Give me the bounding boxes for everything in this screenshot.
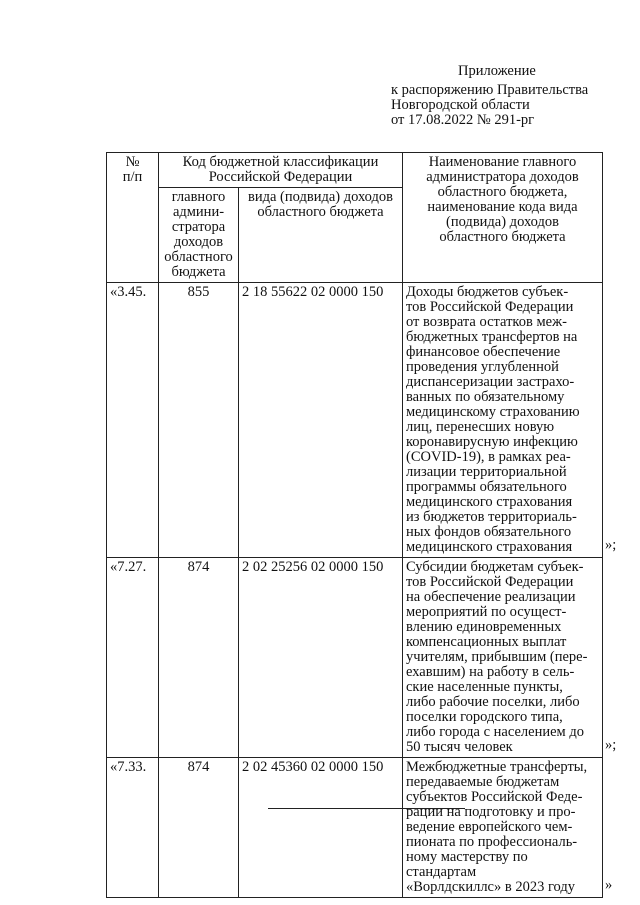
income-name-line: либо рабочие поселки, либо: [406, 694, 580, 710]
income-name-line: лизации территориальной: [406, 464, 567, 480]
row-number: «7.27.: [107, 558, 159, 758]
income-name-line: программы обязательного: [406, 479, 567, 495]
income-name-line: ские населенные пункты,: [406, 679, 563, 695]
income-name-line: тов Российской Федерации: [406, 574, 574, 590]
administrator-code: 874: [159, 758, 239, 898]
income-name-line: медицинского страхования: [406, 539, 573, 555]
income-name-line: субъектов Российской Феде-: [406, 789, 583, 805]
appendix-order-line: к распоряжению Правительства: [391, 82, 589, 98]
income-name-line: учителям, прибывшим (пере-: [406, 649, 588, 665]
row-number: «7.33.: [107, 758, 159, 898]
income-kind-code: 2 18 55622 02 0000 150: [239, 283, 403, 558]
income-name-line: либо города с населением до: [406, 724, 584, 740]
income-name-line: на обеспечение реализации: [406, 589, 576, 605]
column-header-number: № п/п: [107, 153, 159, 283]
income-name-line: ванных по обязательному: [406, 389, 565, 405]
table-row: [107, 758, 603, 898]
income-name-line: от возврата остатков меж-: [406, 314, 567, 330]
income-name-line: «Ворлдскиллс» в 2023 году: [406, 879, 576, 895]
row-number: «3.45.: [107, 283, 159, 558]
row-closing-quote: »: [605, 876, 613, 893]
income-name-line: ному мастерству по стандартам: [406, 849, 528, 880]
income-name-line: коронавирусную инфекцию: [406, 434, 578, 450]
income-name-line: лиц, перенесших новую: [406, 419, 555, 435]
income-kind-code: 2 02 25256 02 0000 150: [239, 558, 403, 758]
income-name-line: (COVID-19), в рамках реа-: [406, 449, 571, 465]
income-name-line: бюджетных трансфертов на: [406, 329, 578, 345]
table-row: [107, 558, 603, 758]
column-header-name: Наименование главного администратора доходов областного бюджета, наименование кода вида (подвида) доходов областного бюджета: [403, 153, 603, 283]
income-name-line: тов Российской Федерации: [406, 299, 574, 315]
income-name-line: влению единовременных: [406, 619, 562, 635]
income-name-line: рации на подготовку и про-: [406, 804, 576, 820]
income-name-line: медицинскому страхованию: [406, 404, 580, 420]
row-closing-quote: »;: [605, 736, 617, 753]
appendix-header: [391, 64, 621, 128]
income-name: [403, 758, 603, 898]
income-name: [403, 558, 603, 758]
column-header-income-kind: вида (подвида) доходов областного бюджета: [239, 188, 403, 283]
income-name-line: передаваемые бюджетам: [406, 774, 560, 790]
income-name-line: ведение европейского чем-: [406, 819, 573, 835]
income-name-line: 50 тысяч человек: [406, 739, 513, 755]
income-name-line: ехавшим) на работу в сель-: [406, 664, 575, 680]
table-header-row-1: [107, 153, 603, 188]
column-header-classification-code: Код бюджетной классификации Российской Федерации: [159, 153, 403, 188]
appendix-title: Приложение: [458, 63, 536, 79]
row-closing-quote: »;: [605, 536, 617, 553]
income-name-line: проведения углубленной: [406, 359, 559, 375]
income-name-line: Доходы бюджетов субъек-: [406, 284, 569, 300]
table-row: [107, 283, 603, 558]
appendix-date-line: от 17.08.2022 № 291-рг: [391, 112, 535, 128]
column-header-administrator: главного админи- стратора доходов областного бюджета: [159, 188, 239, 283]
footer-divider: [268, 808, 465, 809]
income-name-line: диспансеризации застрахо-: [406, 374, 575, 390]
income-name-line: ных фондов обязательного: [406, 524, 572, 540]
income-name-line: медицинского страхования: [406, 494, 573, 510]
income-name-line: из бюджетов территориаль-: [406, 509, 577, 525]
budget-classification-table: [106, 152, 603, 898]
administrator-code: 874: [159, 558, 239, 758]
income-name-line: пионата по профессиональ-: [406, 834, 578, 850]
administrator-code: 855: [159, 283, 239, 558]
income-name-line: мероприятий по осущест-: [406, 604, 567, 620]
income-kind-code: 2 02 45360 02 0000 150: [239, 758, 403, 898]
income-name-line: компенсационных выплат: [406, 634, 567, 650]
income-name-line: поселки городского типа,: [406, 709, 563, 725]
table-body: [107, 283, 603, 898]
income-name-line: Субсидии бюджетам субъек-: [406, 559, 584, 575]
income-name-line: Межбюджетные трансферты,: [406, 759, 588, 775]
appendix-region-line: Новгородской области: [391, 97, 530, 113]
income-name-line: финансовое обеспечение: [406, 344, 561, 360]
income-name: [403, 283, 603, 558]
